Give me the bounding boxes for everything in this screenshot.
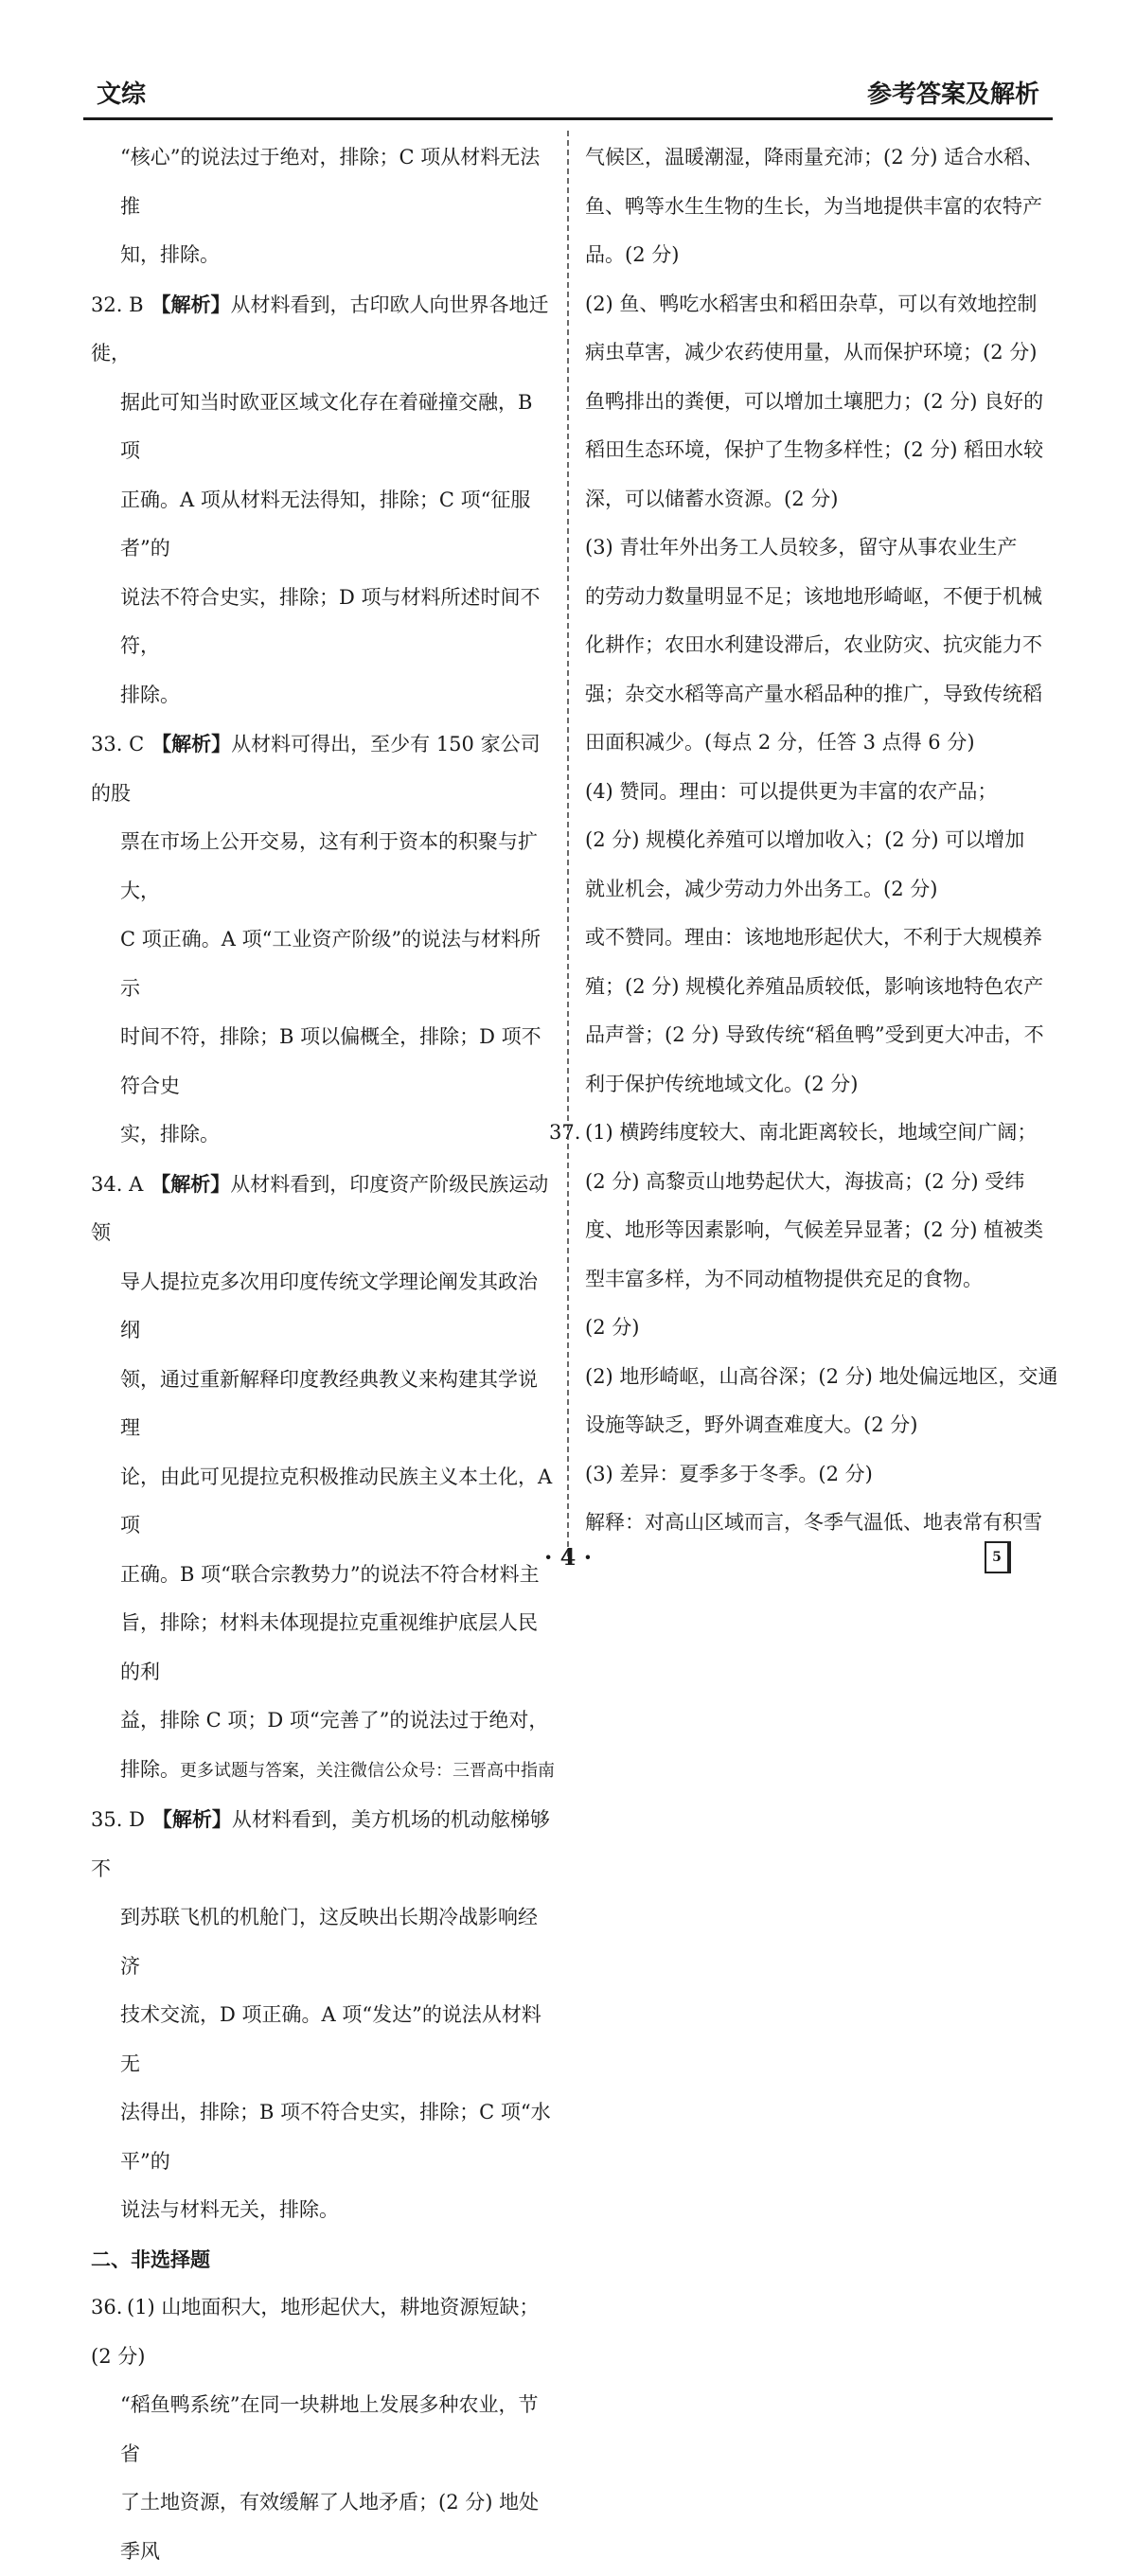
text-line: 殖；(2 分) 规模化养殖品质较低，影响该地特色农产 bbox=[585, 974, 1044, 998]
text-line: 品。(2 分) bbox=[585, 243, 680, 266]
text-line: 从材料看到，印度资产阶级民族运动领 bbox=[91, 1172, 549, 1244]
answer-37 bbox=[549, 1109, 1058, 1353]
question-number: 33. C bbox=[91, 733, 145, 755]
analysis-tag: 【解析】 bbox=[151, 292, 231, 316]
corner-mark: 5 bbox=[985, 1541, 1011, 1573]
text-line: 从材料可得出，至少有 150 家公司的股 bbox=[91, 733, 541, 805]
text-line: 法得出，排除；B 项不符合史实，排除；C 项“水平”的 bbox=[120, 2101, 551, 2173]
section-heading: 二、非选择题 bbox=[91, 2247, 210, 2271]
text-line: 病虫草害，减少农药使用量，从而保护环境；(2 分) bbox=[585, 341, 1038, 364]
answer-32 bbox=[91, 280, 555, 720]
question-number: 34. A bbox=[91, 1172, 144, 1196]
text-line: 化耕作；农田水利建设滞后，农业防灾、抗灾能力不 bbox=[585, 633, 1042, 656]
text-line: 利于保护传统地域文化。(2 分) bbox=[585, 1072, 859, 1095]
page-header bbox=[83, 72, 1053, 120]
text-line: 领，通过重新解释印度教经典教义来构建其学说理 bbox=[120, 1367, 538, 1439]
text-line: “稻鱼鸭系统”在同一块耕地上发展多种农业，节省 bbox=[120, 2393, 539, 2465]
text-line: (2 分) 高黎贡山地势起伏大，海拔高；(2 分) 受纬 bbox=[585, 1169, 1025, 1193]
text-line: 稻田生态环境，保护了生物多样性；(2 分) 稻田水较 bbox=[585, 438, 1044, 461]
text-line: 从材料看到，古印欧人向世界各地迁徙， bbox=[91, 293, 549, 364]
text-line: 据此可知当时欧亚区域文化存在着碰撞交融，B 项 bbox=[120, 390, 533, 462]
text-line: (2) 地形崎岖，山高谷深；(2 分) 地处偏远地区，交通 bbox=[585, 1364, 1058, 1388]
text-line: 设施等缺乏，野外调查难度大。(2 分) bbox=[585, 1413, 918, 1436]
text-line: 了土地资源，有效缓解了人地矛盾；(2 分) 地处季风 bbox=[120, 2491, 540, 2563]
text-line: (2 分) bbox=[585, 1316, 640, 1339]
promo-note: 更多试题与答案，关注微信公众号：三晋高中指南 bbox=[180, 1760, 555, 1781]
question-number: 35. D bbox=[91, 1808, 145, 1831]
subject-title: 文综 bbox=[97, 80, 147, 109]
text-line: 从材料看到，美方机场的机动舷梯够不 bbox=[91, 1808, 550, 1880]
analysis-tag: 【解析】 bbox=[151, 1171, 231, 1196]
text-line: 深，可以储蓄水资源。(2 分) bbox=[585, 487, 839, 510]
text-line: 田面积减少。(每点 2 分，任答 3 点得 6 分) bbox=[585, 731, 975, 754]
text-line: 气候区，温暖潮湿，降雨量充沛；(2 分) 适合水稻、 bbox=[585, 146, 1044, 169]
text-line: 旨，排除；材料未体现提拉克重视维护底层人民的利 bbox=[120, 1611, 538, 1683]
text-line: (3) 差异：夏季多于冬季。(2 分) bbox=[585, 1462, 873, 1485]
text-line: 就业机会，减少劳动力外出务工。(2 分) bbox=[585, 877, 938, 900]
analysis-tag: 【解析】 bbox=[151, 732, 232, 755]
text-line: “核心”的说法过于绝对，排除；C 项从材料无法推 bbox=[120, 146, 541, 218]
answer-33 bbox=[91, 720, 555, 1160]
text-line: 到苏联飞机的机舱门，这反映出长期冷战影响经济 bbox=[120, 1906, 538, 1978]
text-line: 益，排除 C 项；D 项“完善了”的说法过于绝对， bbox=[120, 1709, 549, 1732]
text-line: 排除。 bbox=[120, 683, 180, 706]
text-line: (3) 青壮年外出务工人员较多，留守从事农业生产 bbox=[585, 536, 1018, 559]
text-line: 论，由此可见提拉克积极推动民族主义本土化，A 项 bbox=[120, 1465, 553, 1537]
text-line: 说法与材料无关，排除。 bbox=[120, 2198, 339, 2221]
text-line: 正确。A 项从材料无法得知，排除；C 项“征服者”的 bbox=[120, 488, 531, 560]
text-line: 时间不符，排除；B 项以偏概全，排除；D 项不符合史 bbox=[120, 1025, 541, 1097]
text-line: 实，排除。 bbox=[120, 1123, 220, 1146]
text-line: 鱼、鸭等水生生物的生长，为当地提供丰富的农特产 bbox=[585, 194, 1042, 218]
section-title: 参考答案及解析 bbox=[866, 80, 1039, 109]
text-line: 的劳动力数量明显不足；该地地形崎岖，不便于机械 bbox=[585, 584, 1042, 608]
text-line: (2 分) 规模化养殖可以增加收入；(2 分) 可以增加 bbox=[585, 828, 1025, 851]
text-line: 导人提拉克多次用印度传统文学理论阐发其政治纲 bbox=[120, 1270, 538, 1341]
text-line: 说法不符合史实，排除；D 项与材料所述时间不符， bbox=[120, 585, 541, 657]
text-line: 强；杂交水稻等高产量水稻品种的推广，导致传统稻 bbox=[585, 682, 1042, 705]
question-number: 37. bbox=[549, 1121, 581, 1144]
text-line: 解释：对高山区域而言，冬季气温低、地表常有积雪 bbox=[585, 1511, 1042, 1534]
question-number: 36. bbox=[91, 2296, 123, 2318]
page-number: · 4 · bbox=[543, 1543, 593, 1571]
answer-34 bbox=[91, 1160, 555, 1796]
text-line: 技术交流，D 项正确。A 项“发达”的说法从材料无 bbox=[120, 2003, 541, 2075]
text-line: (1) 横跨纬度较大、南北距离较长，地域空间广阔； bbox=[585, 1121, 1038, 1144]
text-line: 正确。B 项“联合宗教势力”的说法不符合材料主 bbox=[120, 1562, 540, 1586]
answer-36 bbox=[91, 2283, 555, 2576]
question-number: 32. B bbox=[91, 293, 144, 316]
text-line: 鱼鸭排出的粪便，可以增加土壤肥力；(2 分) 良好的 bbox=[585, 389, 1044, 413]
text-line: 票在市场上公开交易，这有利于资本的积聚与扩大， bbox=[120, 830, 538, 902]
text-line: 或不赞同。理由：该地地形起伏大，不利于大规模养 bbox=[585, 926, 1042, 949]
text-line: C 项正确。A 项“工业资产阶级”的说法与材料所示 bbox=[120, 928, 541, 1000]
text-line: 度、地形等因素影响，气候差异显著；(2 分) 植被类 bbox=[585, 1218, 1044, 1241]
text-line: 品声誉；(2 分) 导致传统“稻鱼鸭”受到更大冲击，不 bbox=[585, 1023, 1044, 1046]
text-line: (1) 山地面积大，地形起伏大，耕地资源短缺；(2 分) bbox=[91, 2296, 540, 2368]
text-line: (2) 鱼、鸭吃水稻害虫和稻田杂草，可以有效地控制 bbox=[585, 292, 1038, 315]
text-line: (4) 赞同。理由：可以提供更为丰富的农产品； bbox=[585, 779, 998, 803]
text-line: 知，排除。 bbox=[120, 243, 220, 266]
right-column bbox=[549, 133, 1058, 1548]
text-line: 型丰富多样，为不同动植物提供充足的食物。 bbox=[585, 1267, 983, 1290]
text-line: 排除。 bbox=[120, 1757, 180, 1781]
column-divider bbox=[567, 131, 569, 1556]
analysis-tag: 【解析】 bbox=[151, 1807, 232, 1831]
left-column bbox=[91, 133, 555, 2576]
answer-35 bbox=[91, 1795, 555, 2235]
